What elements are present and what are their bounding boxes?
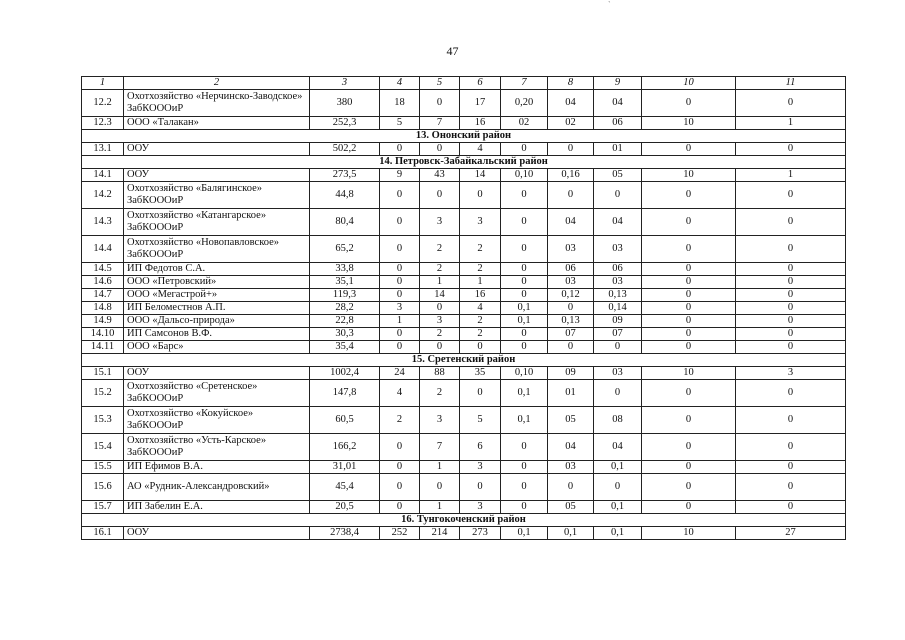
row-number-cell: 14.6	[82, 276, 124, 289]
value-cell: 04	[548, 434, 594, 461]
value-cell: 3	[380, 302, 420, 315]
value-cell: 3	[460, 461, 501, 474]
user-name-cell: АО «Рудник-Александровский»	[124, 474, 310, 501]
value-cell: 0,1	[501, 380, 548, 407]
value-cell: 1	[380, 315, 420, 328]
row-number-cell: 15.6	[82, 474, 124, 501]
table-row	[82, 209, 846, 236]
value-cell: 06	[548, 263, 594, 276]
value-cell: 02	[501, 117, 548, 130]
row-number-cell: 15.4	[82, 434, 124, 461]
district-section-row	[82, 514, 846, 527]
table-row	[82, 169, 846, 182]
value-cell: 0	[501, 434, 548, 461]
value-cell: 0,20	[501, 90, 548, 117]
district-title: 16. Тунгокоченский район	[82, 514, 846, 527]
hunting-grounds-table	[81, 76, 846, 540]
value-cell: 0	[420, 302, 460, 315]
user-name-cell: ООО «Дальсо-природа»	[124, 315, 310, 328]
value-cell: 0	[642, 407, 736, 434]
value-cell: 3	[736, 367, 846, 380]
value-cell: 0	[736, 263, 846, 276]
value-cell: 05	[548, 407, 594, 434]
value-cell: 147,8	[310, 380, 380, 407]
row-number-cell: 14.7	[82, 289, 124, 302]
value-cell: 0	[420, 143, 460, 156]
table-row	[82, 263, 846, 276]
value-cell: 4	[460, 143, 501, 156]
user-name-cell: ООУ	[124, 169, 310, 182]
table-row	[82, 182, 846, 209]
value-cell: 0	[736, 209, 846, 236]
user-name-cell: ООУ	[124, 367, 310, 380]
value-cell: 0	[594, 380, 642, 407]
value-cell: 16	[460, 289, 501, 302]
value-cell: 03	[548, 276, 594, 289]
value-cell: 0	[420, 182, 460, 209]
value-cell: 31,01	[310, 461, 380, 474]
column-number: 9	[594, 77, 642, 90]
column-number-row	[82, 77, 846, 90]
value-cell: 1	[736, 117, 846, 130]
row-number-cell: 15.2	[82, 380, 124, 407]
value-cell: 0	[736, 302, 846, 315]
value-cell: 0	[420, 341, 460, 354]
value-cell: 09	[548, 367, 594, 380]
value-cell: 0	[380, 328, 420, 341]
value-cell: 3	[460, 501, 501, 514]
value-cell: 0	[501, 143, 548, 156]
user-name-cell: Охотхозяйство «Новопавловское» ЗабКОООиР	[124, 236, 310, 263]
value-cell: 03	[548, 461, 594, 474]
value-cell: 0	[642, 501, 736, 514]
value-cell: 2738,4	[310, 527, 380, 540]
value-cell: 0	[642, 341, 736, 354]
user-name-cell: ИП Федотов С.А.	[124, 263, 310, 276]
value-cell: 0	[548, 143, 594, 156]
value-cell: 06	[594, 117, 642, 130]
table-row	[82, 527, 846, 540]
user-name-cell: ИП Ефимов В.А.	[124, 461, 310, 474]
value-cell: 2	[420, 380, 460, 407]
value-cell: 0	[736, 434, 846, 461]
value-cell: 30,3	[310, 328, 380, 341]
table-row	[82, 117, 846, 130]
value-cell: 0	[642, 90, 736, 117]
row-number-cell: 15.5	[82, 461, 124, 474]
user-name-cell: Охотхозяйство «Нерчинско-Заводское» ЗабКОООиР	[124, 90, 310, 117]
value-cell: 01	[548, 380, 594, 407]
value-cell: 10	[642, 117, 736, 130]
value-cell: 0,1	[501, 527, 548, 540]
value-cell: 07	[594, 328, 642, 341]
value-cell: 5	[380, 117, 420, 130]
value-cell: 0	[380, 209, 420, 236]
table-row	[82, 474, 846, 501]
value-cell: 20,5	[310, 501, 380, 514]
value-cell: 22,8	[310, 315, 380, 328]
value-cell: 0	[642, 276, 736, 289]
value-cell: 0,14	[594, 302, 642, 315]
value-cell: 2	[460, 236, 501, 263]
table-row	[82, 276, 846, 289]
user-name-cell: ООУ	[124, 527, 310, 540]
value-cell: 380	[310, 90, 380, 117]
value-cell: 0	[380, 434, 420, 461]
value-cell: 2	[380, 407, 420, 434]
value-cell: 0	[460, 474, 501, 501]
value-cell: 7	[420, 117, 460, 130]
value-cell: 166,2	[310, 434, 380, 461]
value-cell: 0	[501, 289, 548, 302]
value-cell: 0,10	[501, 367, 548, 380]
table-row	[82, 434, 846, 461]
value-cell: 6	[460, 434, 501, 461]
value-cell: 0	[548, 341, 594, 354]
value-cell: 2	[460, 263, 501, 276]
value-cell: 3	[420, 209, 460, 236]
value-cell: 17	[460, 90, 501, 117]
value-cell: 2	[460, 315, 501, 328]
table-row	[82, 289, 846, 302]
value-cell: 0	[380, 276, 420, 289]
value-cell: 0	[501, 182, 548, 209]
value-cell: 0	[501, 341, 548, 354]
value-cell: 0	[642, 434, 736, 461]
value-cell: 0	[501, 236, 548, 263]
table-row	[82, 501, 846, 514]
user-name-cell: Охотхозяйство «Кокуйское» ЗабКОООиР	[124, 407, 310, 434]
value-cell: 35,1	[310, 276, 380, 289]
value-cell: 35	[460, 367, 501, 380]
value-cell: 10	[642, 169, 736, 182]
value-cell: 0,1	[594, 461, 642, 474]
user-name-cell: ИП Забелин Е.А.	[124, 501, 310, 514]
row-number-cell: 14.10	[82, 328, 124, 341]
value-cell: 4	[380, 380, 420, 407]
value-cell: 0,10	[501, 169, 548, 182]
row-number-cell: 15.7	[82, 501, 124, 514]
value-cell: 0	[642, 315, 736, 328]
value-cell: 0	[380, 263, 420, 276]
value-cell: 1	[460, 276, 501, 289]
row-number-cell: 14.4	[82, 236, 124, 263]
value-cell: 2	[420, 328, 460, 341]
value-cell: 0	[736, 90, 846, 117]
value-cell: 0	[594, 474, 642, 501]
value-cell: 05	[548, 501, 594, 514]
row-number-cell: 14.2	[82, 182, 124, 209]
value-cell: 0	[736, 380, 846, 407]
district-section-row	[82, 354, 846, 367]
value-cell: 0	[501, 263, 548, 276]
value-cell: 0	[736, 276, 846, 289]
table-row	[82, 380, 846, 407]
column-number: 1	[82, 77, 124, 90]
value-cell: 10	[642, 367, 736, 380]
value-cell: 03	[594, 367, 642, 380]
value-cell: 0	[736, 236, 846, 263]
value-cell: 14	[420, 289, 460, 302]
value-cell: 1002,4	[310, 367, 380, 380]
user-name-cell: Охотхозяйство «Сретенское» ЗабКОООиР	[124, 380, 310, 407]
value-cell: 252	[380, 527, 420, 540]
district-title: 13. Ононский район	[82, 130, 846, 143]
value-cell: 04	[594, 209, 642, 236]
value-cell: 1	[420, 276, 460, 289]
value-cell: 0	[460, 182, 501, 209]
value-cell: 0	[501, 461, 548, 474]
user-name-cell: ООО «Барс»	[124, 341, 310, 354]
column-number: 8	[548, 77, 594, 90]
value-cell: 18	[380, 90, 420, 117]
value-cell: 0	[736, 461, 846, 474]
value-cell: 0,16	[548, 169, 594, 182]
column-number: 3	[310, 77, 380, 90]
value-cell: 0,1	[594, 501, 642, 514]
district-title: 15. Сретенский район	[82, 354, 846, 367]
value-cell: 0	[736, 315, 846, 328]
value-cell: 04	[548, 90, 594, 117]
value-cell: 0,1	[548, 527, 594, 540]
value-cell: 28,2	[310, 302, 380, 315]
value-cell: 10	[642, 527, 736, 540]
value-cell: 214	[420, 527, 460, 540]
value-cell: 273	[460, 527, 501, 540]
value-cell: 27	[736, 527, 846, 540]
user-name-cell: ООО «Мегастрой+»	[124, 289, 310, 302]
table-row	[82, 461, 846, 474]
value-cell: 03	[548, 236, 594, 263]
value-cell: 60,5	[310, 407, 380, 434]
table-row	[82, 367, 846, 380]
district-section-row	[82, 130, 846, 143]
value-cell: 03	[594, 236, 642, 263]
value-cell: 0,13	[548, 315, 594, 328]
value-cell: 0	[736, 341, 846, 354]
row-number-cell: 15.3	[82, 407, 124, 434]
value-cell: 0	[380, 341, 420, 354]
value-cell: 0	[736, 143, 846, 156]
value-cell: 119,3	[310, 289, 380, 302]
column-number: 10	[642, 77, 736, 90]
value-cell: 88	[420, 367, 460, 380]
value-cell: 08	[594, 407, 642, 434]
value-cell: 0,1	[501, 315, 548, 328]
value-cell: 0	[501, 501, 548, 514]
value-cell: 0,1	[501, 302, 548, 315]
value-cell: 16	[460, 117, 501, 130]
value-cell: 0	[642, 182, 736, 209]
value-cell: 0	[501, 474, 548, 501]
column-number: 4	[380, 77, 420, 90]
column-number: 11	[736, 77, 846, 90]
value-cell: 45,4	[310, 474, 380, 501]
value-cell: 0	[420, 90, 460, 117]
value-cell: 0	[736, 407, 846, 434]
table-row	[82, 90, 846, 117]
value-cell: 0	[420, 474, 460, 501]
value-cell: 2	[420, 263, 460, 276]
value-cell: 80,4	[310, 209, 380, 236]
value-cell: 0,13	[594, 289, 642, 302]
value-cell: 0	[380, 182, 420, 209]
row-number-cell: 14.1	[82, 169, 124, 182]
value-cell: 0	[642, 328, 736, 341]
page-number: 47	[446, 44, 459, 58]
user-name-cell: ИП Беломестнов А.П.	[124, 302, 310, 315]
value-cell: 0	[642, 380, 736, 407]
row-number-cell: 16.1	[82, 527, 124, 540]
value-cell: 03	[594, 276, 642, 289]
value-cell: 0	[642, 461, 736, 474]
value-cell: 09	[594, 315, 642, 328]
stray-mark: `	[608, 0, 611, 9]
value-cell: 0	[380, 501, 420, 514]
value-cell: 0	[736, 289, 846, 302]
column-number: 6	[460, 77, 501, 90]
value-cell: 0	[548, 302, 594, 315]
row-number-cell: 12.3	[82, 117, 124, 130]
value-cell: 04	[594, 434, 642, 461]
table-row	[82, 302, 846, 315]
value-cell: 0	[642, 143, 736, 156]
value-cell: 14	[460, 169, 501, 182]
value-cell: 0	[736, 501, 846, 514]
value-cell: 2	[460, 328, 501, 341]
value-cell: 0	[460, 341, 501, 354]
value-cell: 1	[420, 501, 460, 514]
value-cell: 1	[736, 169, 846, 182]
value-cell: 3	[460, 209, 501, 236]
value-cell: 1	[420, 461, 460, 474]
column-number: 7	[501, 77, 548, 90]
value-cell: 0	[380, 236, 420, 263]
user-name-cell: ООУ	[124, 143, 310, 156]
value-cell: 01	[594, 143, 642, 156]
value-cell: 04	[548, 209, 594, 236]
value-cell: 02	[548, 117, 594, 130]
row-number-cell: 14.11	[82, 341, 124, 354]
row-number-cell: 14.3	[82, 209, 124, 236]
table-row	[82, 328, 846, 341]
value-cell: 0	[736, 182, 846, 209]
value-cell: 0	[594, 341, 642, 354]
value-cell: 3	[420, 315, 460, 328]
value-cell: 0	[642, 302, 736, 315]
value-cell: 0	[460, 380, 501, 407]
value-cell: 0,1	[501, 407, 548, 434]
value-cell: 0	[736, 328, 846, 341]
value-cell: 0	[594, 182, 642, 209]
value-cell: 43	[420, 169, 460, 182]
value-cell: 06	[594, 263, 642, 276]
table-row	[82, 236, 846, 263]
value-cell: 65,2	[310, 236, 380, 263]
table-body	[82, 77, 846, 540]
value-cell: 0	[501, 276, 548, 289]
user-name-cell: Охотхозяйство «Усть-Карское» ЗабКОООиР	[124, 434, 310, 461]
value-cell: 0	[380, 289, 420, 302]
table-row	[82, 143, 846, 156]
value-cell: 0	[380, 143, 420, 156]
value-cell: 0	[548, 474, 594, 501]
value-cell: 44,8	[310, 182, 380, 209]
value-cell: 0	[642, 236, 736, 263]
value-cell: 24	[380, 367, 420, 380]
value-cell: 0	[736, 474, 846, 501]
user-name-cell: ООО «Петровский»	[124, 276, 310, 289]
value-cell: 07	[548, 328, 594, 341]
value-cell: 502,2	[310, 143, 380, 156]
district-title: 14. Петровск-Забайкальский район	[82, 156, 846, 169]
table-row	[82, 341, 846, 354]
user-name-cell: ООО «Талакан»	[124, 117, 310, 130]
value-cell: 4	[460, 302, 501, 315]
table-row	[82, 315, 846, 328]
value-cell: 252,3	[310, 117, 380, 130]
district-section-row	[82, 156, 846, 169]
value-cell: 0	[501, 209, 548, 236]
value-cell: 0	[548, 182, 594, 209]
user-name-cell: Охотхозяйство «Балягинское» ЗабКОООиР	[124, 182, 310, 209]
value-cell: 2	[420, 236, 460, 263]
value-cell: 0	[642, 263, 736, 276]
value-cell: 5	[460, 407, 501, 434]
value-cell: 3	[420, 407, 460, 434]
row-number-cell: 14.8	[82, 302, 124, 315]
column-number: 5	[420, 77, 460, 90]
value-cell: 0	[380, 461, 420, 474]
value-cell: 0,1	[594, 527, 642, 540]
row-number-cell: 12.2	[82, 90, 124, 117]
table-row	[82, 407, 846, 434]
user-name-cell: ИП Самсонов В.Ф.	[124, 328, 310, 341]
value-cell: 04	[594, 90, 642, 117]
row-number-cell: 13.1	[82, 143, 124, 156]
value-cell: 0	[501, 328, 548, 341]
value-cell: 0	[380, 474, 420, 501]
value-cell: 0	[642, 474, 736, 501]
value-cell: 35,4	[310, 341, 380, 354]
value-cell: 05	[594, 169, 642, 182]
value-cell: 7	[420, 434, 460, 461]
row-number-cell: 15.1	[82, 367, 124, 380]
user-name-cell: Охотхозяйство «Катангарское» ЗабКОООиР	[124, 209, 310, 236]
value-cell: 0	[642, 289, 736, 302]
row-number-cell: 14.5	[82, 263, 124, 276]
value-cell: 0	[642, 209, 736, 236]
value-cell: 0,12	[548, 289, 594, 302]
column-number: 2	[124, 77, 310, 90]
value-cell: 33,8	[310, 263, 380, 276]
value-cell: 9	[380, 169, 420, 182]
row-number-cell: 14.9	[82, 315, 124, 328]
value-cell: 273,5	[310, 169, 380, 182]
